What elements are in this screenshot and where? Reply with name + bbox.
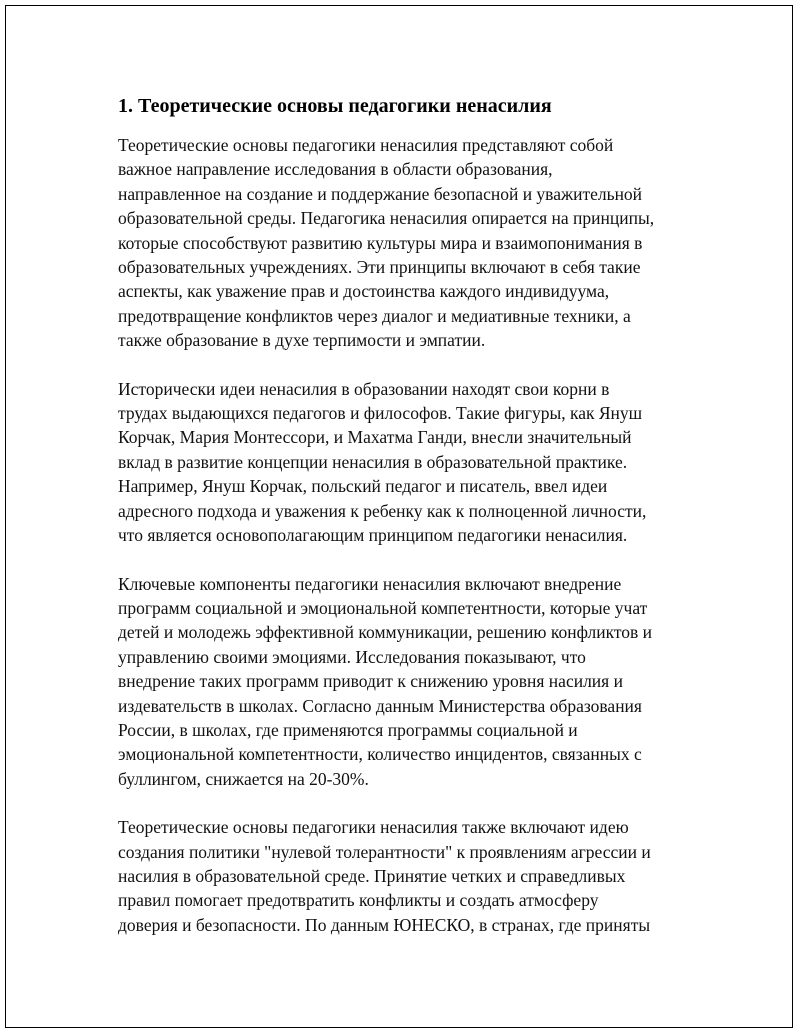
paragraph-line: вклад в развитие концепции ненасилия в образовательной практике.: [118, 451, 628, 472]
paragraph-4: [112, 815, 692, 937]
paragraph-line: России, в школах, где применяются программы социальной и: [118, 719, 578, 740]
paragraph-line: Теоретические основы педагогики ненасилия представляют собой: [118, 135, 614, 155]
paragraph-line: правил помогает предотвратить конфликты и создать атмосферу: [118, 890, 599, 911]
paragraph-line: Корчак, Мария Монтессори, и Махатма Ганди, внесли значительный: [118, 427, 632, 448]
paragraph-line: трудах выдающихся педагогов и философов. Такие фигуры, как Януш: [118, 403, 643, 424]
paragraph-1: [112, 133, 692, 353]
paragraph-line: доверия и безопасности. По данным ЮНЕСКО, в странах, где приняты: [118, 914, 651, 935]
paragraph-line: аспекты, как уважение прав и достоинства каждого индивидуума,: [118, 281, 610, 302]
paragraph-line: адресного подхода и уважения к ребенку как к полноценной личности,: [118, 500, 647, 521]
paragraph-line: Теоретические основы педагогики ненасилия также включают идею: [118, 817, 629, 838]
section-heading: 1. Теоретические основы педагогики ненасилия: [118, 95, 552, 117]
paragraph-line: создания политики "нулевой толерантности" к проявлениям агрессии и: [118, 841, 651, 862]
paragraph-line: важное направление исследования в области образования,: [118, 159, 553, 180]
paragraph-line: насилия в образовательной среде. Принятие четких и справедливых: [118, 865, 626, 886]
paragraph-line: предотвращение конфликтов через диалог и медиативные техники, а: [118, 305, 631, 326]
paragraph-line: образовательной среды. Педагогика ненасилия опирается на принципы,: [118, 208, 655, 229]
paragraph-line: буллингом, снижается на 20-30%.: [118, 768, 369, 789]
paragraph-line: направленное на создание и поддержание безопасной и уважительной: [118, 183, 643, 204]
paragraph-line: управлению своими эмоциями. Исследования показывают, что: [118, 646, 586, 667]
paragraph-line: также образование в духе терпимости и эмпатии.: [118, 330, 486, 351]
paragraph-line: Ключевые компоненты педагогики ненасилия включают внедрение: [118, 573, 622, 594]
paragraph-2: [112, 377, 692, 548]
paragraph-line: детей и молодежь эффективной коммуникации, решению конфликтов и: [118, 622, 653, 643]
paragraph-line: что является основополагающим принципом педагогики ненасилия.: [118, 525, 628, 546]
paragraph-line: Исторически идеи ненасилия в образовании находят свои корни в: [118, 378, 610, 399]
document-content: [112, 93, 692, 961]
paragraph-3: [112, 572, 692, 792]
paragraph-line: внедрение таких программ приводит к снижению уровня насилия и: [118, 671, 623, 692]
paragraph-line: издевательств в школах. Согласно данным Министерства образования: [118, 695, 642, 716]
paragraph-line: эмоциональной компетентности, количество инцидентов, связанных с: [118, 744, 642, 765]
paragraph-line: которые способствуют развитию культуры мира и взаимопонимания в: [118, 232, 643, 253]
paragraph-line: Например, Януш Корчак, польский педагог и писатель, ввел идеи: [118, 476, 608, 497]
paragraph-line: образовательных учреждениях. Эти принципы включают в себя такие: [118, 257, 641, 278]
paragraph-line: программ социальной и эмоциональной компетентности, которые учат: [118, 597, 648, 618]
